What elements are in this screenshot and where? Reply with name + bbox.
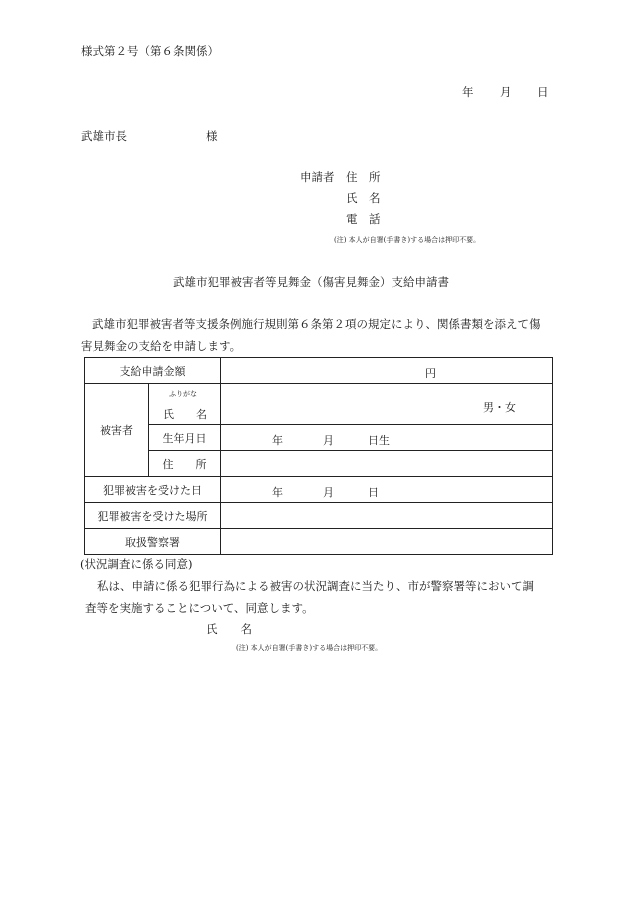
gender-option[interactable]: 男・女 <box>483 401 516 414</box>
body-text-line2: 害見舞金の支給を申請します。 <box>81 339 242 353</box>
form-number: 様式第２号（第６条関係） <box>81 44 219 58</box>
victim-name-row <box>85 384 553 425</box>
document-title: 武雄市犯罪被害者等見舞金（傷害見舞金）支給申請書 <box>173 275 449 289</box>
birthdate-field[interactable] <box>221 425 553 451</box>
addressee-honorific: 様 <box>206 129 218 143</box>
consent-text-line2: 査等を実施することについて、同意します。 <box>85 601 314 615</box>
incident-place-row <box>85 503 553 529</box>
birthdate-year: 年 <box>272 434 283 447</box>
application-table <box>84 357 553 555</box>
furigana-label: ふりがな <box>169 390 197 398</box>
applicant-phone-label: 電 話 <box>346 212 381 226</box>
incident-date-year: 年 <box>272 486 283 499</box>
amount-unit: 円 <box>425 367 436 380</box>
amount-label: 支給申請金額 <box>85 358 221 384</box>
birthdate-label: 生年月日 <box>149 425 221 451</box>
addressee-name: 武雄市長 <box>81 129 127 143</box>
date-month: 月 <box>500 85 512 99</box>
incident-place-label: 犯罪被害を受けた場所 <box>85 503 221 529</box>
incident-date-label: 犯罪被害を受けた日 <box>85 477 221 503</box>
date-year: 年 <box>462 85 474 99</box>
police-field[interactable] <box>221 529 553 555</box>
amount-field[interactable] <box>221 358 553 384</box>
applicant-name-label: 氏 名 <box>346 191 381 205</box>
birthdate-day: 日生 <box>368 434 390 447</box>
applicant-seal-note: (注) 本人が自署(手書き)する場合は押印不要。 <box>334 236 481 244</box>
victim-address-label: 住 所 <box>149 451 221 477</box>
victim-name-label: 氏 名 <box>163 408 207 421</box>
victim-birthdate-row <box>85 425 553 451</box>
applicant-label: 申請者 <box>300 170 335 184</box>
police-row <box>85 529 553 555</box>
incident-date-row <box>85 477 553 503</box>
consent-heading: (状況調査に係る同意) <box>80 557 193 571</box>
incident-date-day: 日 <box>368 486 379 499</box>
birthdate-month: 月 <box>323 434 334 447</box>
victim-address-field[interactable] <box>221 451 553 477</box>
consent-text-line1: 私は、申請に係る犯罪行為による被害の状況調査に当たり、市が警察署等において調 <box>97 579 534 593</box>
victim-name-label-cell <box>149 384 221 425</box>
police-label: 取扱警察署 <box>85 529 221 555</box>
victim-name-field[interactable] <box>221 384 553 425</box>
date-day: 日 <box>537 85 549 99</box>
consent-seal-note: (注) 本人が自署(手書き)する場合は押印不要。 <box>236 644 383 652</box>
incident-place-field[interactable] <box>221 503 553 529</box>
victim-address-row <box>85 451 553 477</box>
applicant-address-label: 住 所 <box>346 170 381 184</box>
incident-date-field[interactable] <box>221 477 553 503</box>
body-text-line1: 武雄市犯罪被害者等支援条例施行規則第６条第２項の規定により、関係書類を添えて傷 <box>92 317 541 331</box>
victim-label: 被害者 <box>85 384 149 477</box>
incident-date-month: 月 <box>323 486 334 499</box>
consent-name-label: 氏 名 <box>206 622 252 636</box>
amount-row <box>85 358 553 384</box>
